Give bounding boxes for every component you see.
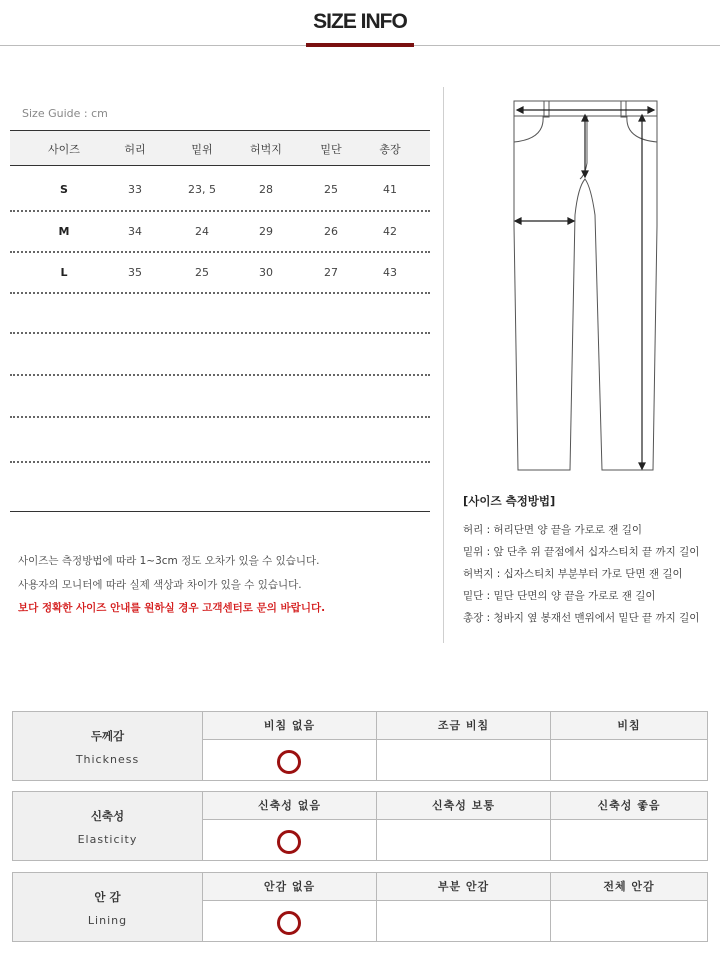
option-header (377, 792, 550, 820)
option-label: 신축성 보통 (432, 799, 495, 812)
cell-length: 42 (383, 225, 397, 238)
cell-hem: 27 (324, 266, 338, 279)
cell-waist: 35 (128, 266, 142, 279)
column-divider (376, 712, 377, 780)
elasticity-label-en: Elasticity (77, 833, 138, 846)
column-divider (550, 873, 551, 941)
method-hem: 밑단 : 밑단 단면의 양 끝을 가로로 잰 길이 (463, 590, 656, 602)
option-label: 조금 비침 (437, 719, 490, 732)
note-contact: 보다 정확한 사이즈 안내를 원하실 경우 고객센터로 문의 바랍니다. (18, 602, 326, 614)
header-accent-bar (306, 43, 414, 47)
cell-thigh: 30 (259, 266, 273, 279)
cell-rise: 24 (195, 225, 209, 238)
column-divider (550, 712, 551, 780)
size-table-header (10, 131, 430, 166)
cell-waist: 33 (128, 183, 142, 196)
size-guide-label: Size Guide : cm (22, 107, 108, 120)
lining-label: 안 감 (94, 890, 121, 904)
option-header (551, 712, 707, 740)
method-rise: 밑위 : 앞 단추 위 끝점에서 십자스티치 끝 까지 길이 (463, 546, 700, 558)
cell-rise: 23, 5 (188, 183, 216, 196)
cell-size: S (60, 183, 68, 196)
elasticity-table (12, 791, 708, 861)
col-header-size: 사이즈 (48, 143, 80, 156)
option-label: 비침 없음 (263, 719, 316, 732)
row-divider (10, 292, 430, 294)
row-divider (10, 332, 430, 334)
col-header-rise: 밑위 (191, 143, 213, 156)
cell-length: 43 (383, 266, 397, 279)
cell-thigh: 29 (259, 225, 273, 238)
option-header (551, 873, 707, 901)
option-label: 안감 없음 (263, 880, 316, 893)
vertical-divider (443, 87, 444, 643)
col-header-length: 총장 (379, 143, 401, 156)
selected-circle-icon (277, 911, 301, 935)
row-divider (10, 374, 430, 376)
option-header (551, 792, 707, 820)
cell-length: 41 (383, 183, 397, 196)
option-header (377, 712, 550, 740)
option-header (203, 792, 376, 820)
page-title: SIZE INFO (313, 10, 407, 33)
measure-method-title: [사이즈 측정방법] (463, 494, 556, 508)
lining-table (12, 872, 708, 942)
option-label: 부분 안감 (437, 880, 490, 893)
lining-label-cell (13, 873, 203, 941)
thickness-label: 두께감 (90, 729, 125, 743)
col-header-waist: 허리 (124, 143, 146, 156)
thickness-label-cell (13, 712, 203, 780)
elasticity-label-cell (13, 792, 203, 860)
column-divider (376, 792, 377, 860)
row-divider (10, 461, 430, 463)
option-header (377, 873, 550, 901)
note-monitor: 사용자의 모니터에 따라 실제 색상과 차이가 있을 수 있습니다. (18, 579, 302, 591)
selected-circle-icon (277, 830, 301, 854)
option-label: 전체 안감 (603, 880, 655, 893)
table-bottom-border (10, 511, 430, 512)
cell-hem: 26 (324, 225, 338, 238)
cell-waist: 34 (128, 225, 142, 238)
lining-label-en: Lining (87, 914, 128, 927)
cell-size: L (60, 266, 68, 279)
col-header-thigh: 허벅지 (250, 143, 282, 156)
method-thigh: 허벅지 : 십자스티치 부분부터 가로 단면 잰 길이 (463, 568, 683, 580)
column-divider (550, 792, 551, 860)
cell-thigh: 28 (259, 183, 273, 196)
thickness-label-en: Thickness (75, 753, 140, 766)
cell-rise: 25 (195, 266, 209, 279)
elasticity-label: 신축성 (90, 809, 125, 823)
row-divider (10, 251, 430, 253)
option-label: 신축성 없음 (258, 799, 321, 812)
option-header (203, 712, 376, 740)
method-length: 총장 : 청바지 옆 봉재선 맨위에서 밑단 끝 까지 길이 (463, 612, 700, 624)
thickness-table (12, 711, 708, 781)
option-label: 신축성 좋음 (597, 799, 661, 812)
row-divider (10, 416, 430, 418)
pants-diagram (505, 95, 670, 480)
option-header (203, 873, 376, 901)
row-divider (10, 210, 430, 212)
cell-hem: 25 (324, 183, 338, 196)
selected-circle-icon (277, 750, 301, 774)
option-label: 비침 (617, 719, 641, 732)
method-waist: 허리 : 허리단면 양 끝을 가로로 잰 길이 (463, 524, 643, 536)
col-header-hem: 밑단 (320, 143, 342, 156)
note-measurement: 사이즈는 측정방법에 따라 1~3cm 정도 오차가 있을 수 있습니다. (18, 555, 320, 567)
cell-size: M (58, 225, 70, 238)
column-divider (376, 873, 377, 941)
